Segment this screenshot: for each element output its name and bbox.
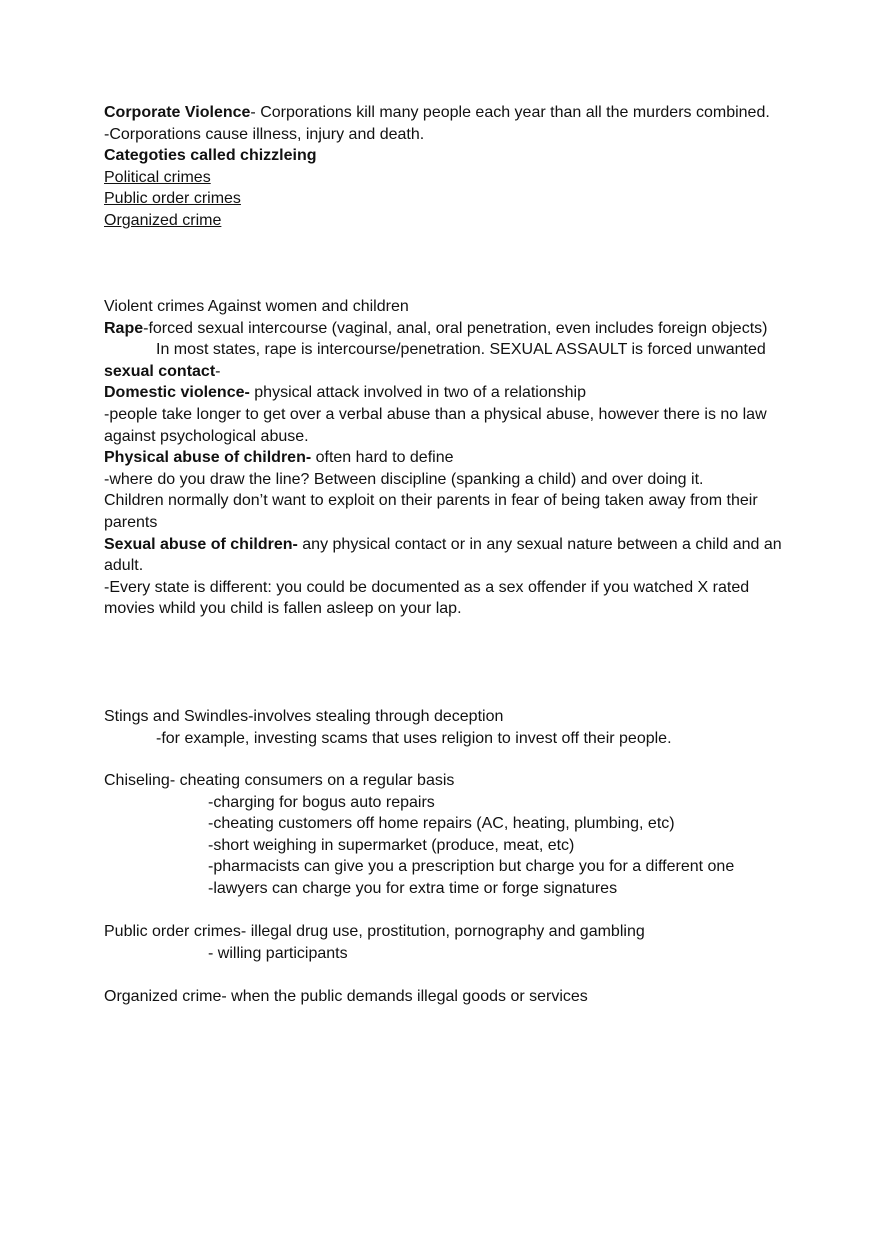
category-item [104,210,794,232]
sexual-contact-line [104,361,784,383]
category-political-crimes: Political crimes [104,168,211,186]
list-item: -lawyers can charge you for extra time or forge signatures [208,879,618,897]
corporate-violence-section [104,102,794,232]
sexual-abuse-note: -Every state is different: you could be documented as a sex offender if you watched X rated movies whild you child is fallen asleep on your lap. [104,578,750,618]
physical-abuse-definition: often hard to define [311,449,454,467]
list-item: -pharmacists can give you a prescription but charge you for a different one [208,858,735,876]
stings-example: -for example, investing scams that uses religion to invest off their people. [156,729,672,747]
public-order-heading: Public order crimes- illegal drug use, prostitution, pornography and gambling [104,923,645,940]
organized-crime-section [104,986,794,1008]
corporate-violence-definition: - Corporations kill many people each year than all the murders combined. [250,104,770,121]
domestic-violence-term: Domestic violence- [104,384,250,402]
category-item [104,188,794,210]
corporate-violence-note: -Corporations cause illness, injury and death. [104,125,425,143]
domestic-violence-line [104,382,784,404]
list-item: -cheating customers off home repairs (AC, heating, plumbing, etc) [208,815,675,833]
category-organized-crime: Organized crime [104,211,222,229]
corporate-violence-line [104,102,794,124]
physical-abuse-note: Children normally don’t want to exploit on their parents in fear of being taken away from their parents [104,492,758,531]
list-item: -charging for bogus auto repairs [208,793,435,811]
stings-heading: Stings and Swindles-involves stealing through deception [104,708,504,725]
sexual-abuse-line [104,534,784,577]
violent-crimes-heading: Violent crimes Against women and children [104,298,409,315]
physical-abuse-line [104,447,784,469]
categories-heading: Categoties called chizzleing [104,147,317,165]
public-order-section [104,921,794,964]
organized-crime-line: Organized crime- when the public demands illegal goods or services [104,988,588,1005]
rape-note: In most states, rape is intercourse/penetration. SEXUAL ASSAULT is forced unwanted [156,341,766,359]
category-public-order-crimes: Public order crimes [104,190,241,208]
corporate-violence-term: Corporate Violence [104,104,251,121]
sexual-abuse-term: Sexual abuse of children- [104,535,298,553]
physical-abuse-term: Physical abuse of children- [104,449,312,467]
sexual-contact-term: sexual contact [104,362,216,380]
sexual-abuse-definition: any physical contact or in any sexual nature between a child and an adult. [104,535,782,575]
domestic-violence-note: -people take longer to get over a verbal abuse than a physical abuse, however there is no law against psychological abuse. [104,405,767,445]
public-order-note: - willing participants [208,944,348,962]
physical-abuse-note: -where do you draw the line? Between discipline (spanking a child) and over doing it. [104,470,704,488]
rape-line [104,318,784,340]
violent-crimes-section [104,296,784,620]
domestic-violence-definition: physical attack involved in two of a relationship [249,384,587,402]
chiseling-heading: Chiseling- cheating consumers on a regular basis [104,772,455,789]
list-item: -short weighing in supermarket (produce, meat, etc) [208,836,575,854]
rape-definition: -forced sexual intercourse (vaginal, anal, oral penetration, even includes foreign objects) [143,319,768,337]
chiseling-section [104,770,794,900]
stings-swindles-section [104,706,794,749]
category-item [104,167,794,189]
rape-term: Rape [104,319,144,337]
sexual-contact-dash: - [215,362,221,380]
